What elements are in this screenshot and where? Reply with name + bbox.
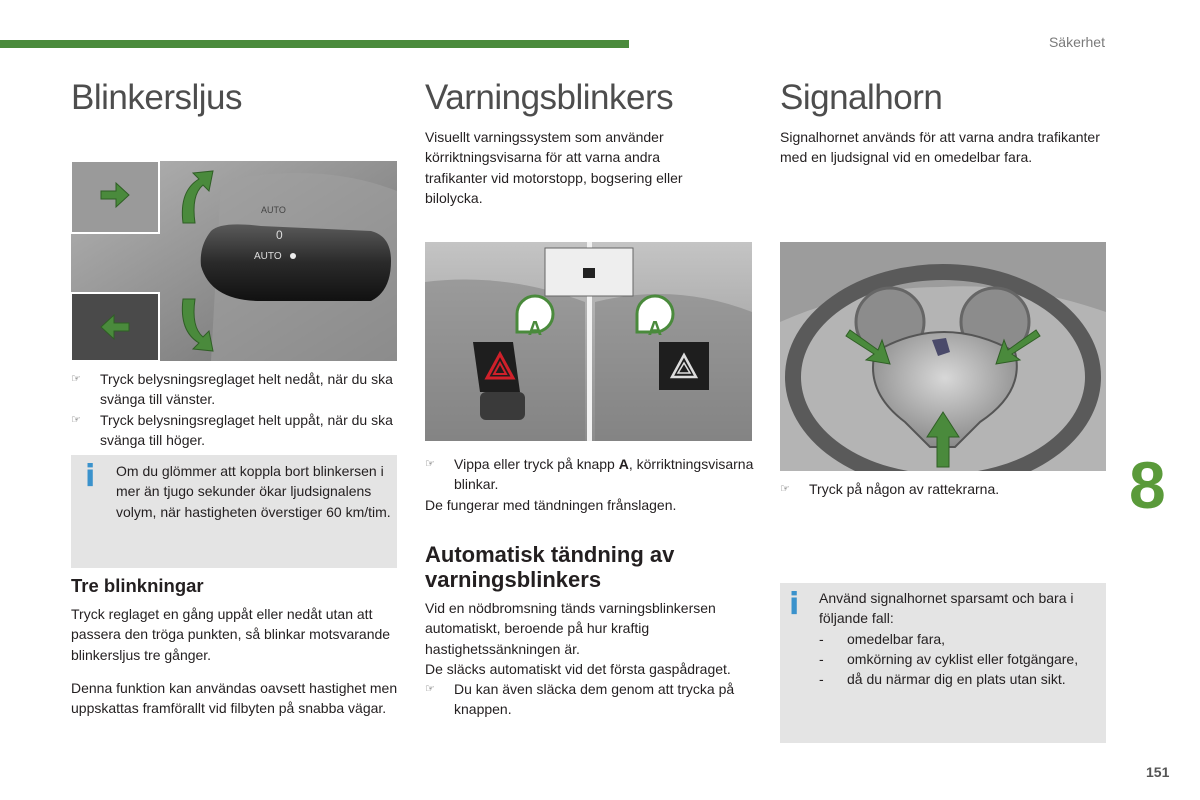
intro-text: Visuellt varningssystem som använder körriktningsvisarna för att varna andra trafikanter vid motorstopp, bogsering eller bilolycka. xyxy=(425,129,683,206)
right-bullet xyxy=(780,479,1110,499)
stalk-auto-label: AUTO xyxy=(254,251,282,262)
info-intro: Använd signalhornet sparsamt och bara i följande fall: xyxy=(819,590,1074,627)
info-box-right xyxy=(780,583,1106,743)
stalk-zero-label: 0 xyxy=(276,228,283,242)
title-blinkersljus: Blinkersljus xyxy=(71,78,242,117)
note: De fungerar med tändningen frånslagen. xyxy=(425,496,677,513)
bullet-text: Tryck belysningsreglaget helt nedåt, när du ska svänga till vänster. xyxy=(100,371,393,408)
info-box-left xyxy=(71,455,397,568)
paragraph: De släcks automatiskt vid det första gaspådraget. xyxy=(425,660,731,677)
list-item: - omedelbar fara, xyxy=(819,630,946,647)
hazard-button-illustration xyxy=(425,242,752,441)
list-item xyxy=(425,679,755,720)
info-item-text: omkörning av cyklist eller fotgängare, xyxy=(847,650,1079,667)
paragraph: Vid en nödbromsning tänds varningsblinkersen automatiskt, beroende på hur kraftig hastighetssänkningen är. xyxy=(425,600,716,657)
list-item xyxy=(425,454,755,495)
button-a-ref: A xyxy=(618,456,629,472)
list-item xyxy=(780,479,1110,499)
bullet-text: Tryck belysningsreglaget helt uppåt, när du ska svänga till höger. xyxy=(100,411,393,448)
bullet-text: Du kan även släcka dem genom att trycka på knappen. xyxy=(454,681,735,718)
info-content xyxy=(819,588,1099,689)
list-item xyxy=(71,410,401,451)
info-text: Om du glömmer att koppla bort blinkersen i mer än tjugo sekunder ökar ljudsignalens volym, när hastigheten överstiger 60 km/tim. xyxy=(116,463,391,520)
bullet-text: , körriktningsvisarna blinkar. xyxy=(454,456,754,493)
chapter-number: 8 xyxy=(1129,448,1166,522)
page-number: 151 xyxy=(1146,764,1170,780)
middle-bullet xyxy=(425,454,755,515)
hand-pointer-icon: ☞ xyxy=(425,683,435,696)
stalk-auto-label-bg: AUTO xyxy=(261,205,286,215)
title-signalhorn: Signalhorn xyxy=(780,78,943,117)
info-icon: i xyxy=(789,587,800,622)
paragraph-block xyxy=(425,598,755,720)
hand-pointer-icon: ☞ xyxy=(780,483,790,495)
subheading-tre-blinkningar: Tre blinkningar xyxy=(71,575,204,596)
bullet-text: Vippa eller tryck på knapp xyxy=(454,456,619,472)
section-label: Säkerhet xyxy=(1048,34,1105,50)
svg-text:A: A xyxy=(527,318,543,340)
info-icon: i xyxy=(85,459,96,494)
hand-pointer-icon: ☞ xyxy=(425,458,435,470)
top-green-bar xyxy=(0,40,629,48)
steering-wheel-illustration xyxy=(780,242,1106,471)
subheading-automatisk: Automatisk tändning av varningsblinkers xyxy=(425,542,675,592)
info-item-text: omedelbar fara, xyxy=(847,630,946,647)
svg-text:A: A xyxy=(647,318,663,340)
paragraph: Tryck reglaget en gång uppåt eller nedåt utan att passera den tröga punkten, så blinkar motsvarande blinkersljus tre gånger. xyxy=(71,606,391,663)
intro-text: Signalhornet används för att varna andra trafikanter med en ljudsignal vid en omedelbar fara. xyxy=(780,129,1100,166)
list-item: - då du närmar dig en plats utan sikt. xyxy=(819,671,1066,688)
list-item: - omkörning av cyklist eller fotgängare, xyxy=(819,650,1079,667)
title-varningsblinkers: Varningsblinkers xyxy=(425,78,674,117)
hand-pointer-icon: ☞ xyxy=(71,413,81,426)
hand-pointer-icon: ☞ xyxy=(71,373,81,385)
left-bullet-list xyxy=(71,369,401,450)
indicator-stalk-illustration xyxy=(71,161,397,361)
list-item xyxy=(71,369,401,410)
info-item-text: då du närmar dig en plats utan sikt. xyxy=(847,671,1066,688)
bullet-text: Tryck på någon av rattekrarna. xyxy=(809,481,1000,497)
paragraph: Denna funktion kan användas oavsett hastighet men uppskattas framförallt vid filbyten på snabba vägar. xyxy=(71,680,398,717)
